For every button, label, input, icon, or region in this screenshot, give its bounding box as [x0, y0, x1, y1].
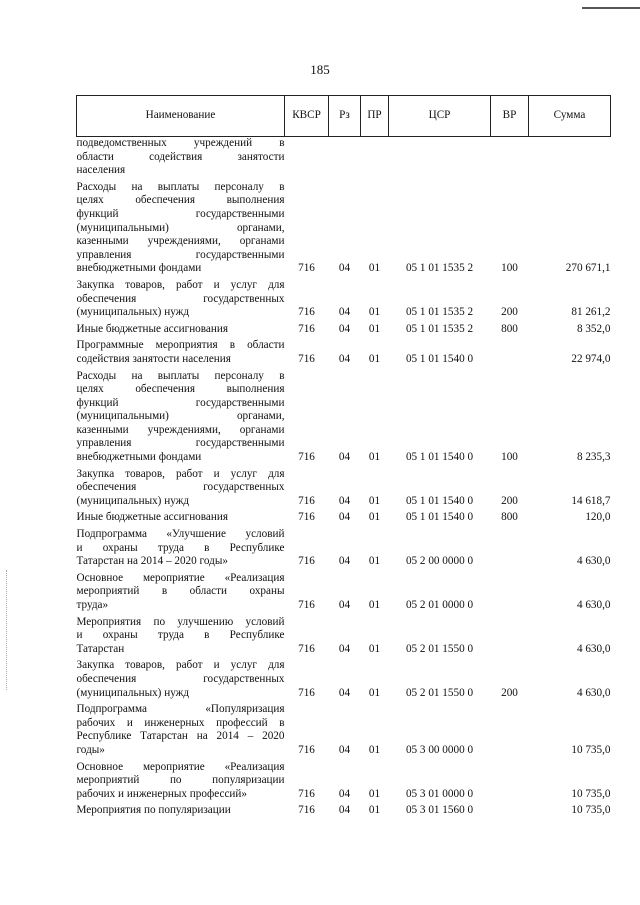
row-name-line: внебюджетными фондами	[76, 262, 202, 275]
row-pr: 01	[368, 686, 381, 699]
row-vr: 200	[501, 494, 518, 507]
row-rz: 04	[338, 322, 351, 335]
row-rz: 04	[338, 511, 351, 524]
row-name-line: целях обеспечения выполнения	[76, 194, 285, 207]
row-name	[77, 137, 285, 178]
row-name-line: годы»	[76, 743, 105, 756]
col-header-vr: ВР	[491, 96, 529, 137]
row-name-line: Основное мероприятие «Реализация	[76, 760, 285, 773]
row-name-line: Закупка товаров, работ и услуг для	[76, 467, 285, 480]
row-kvsr: 716	[298, 642, 315, 655]
row-vr	[491, 525, 529, 569]
row-csr	[389, 137, 491, 178]
row-csr: 05 1 01 1540 0	[405, 494, 474, 507]
row-rz	[329, 137, 361, 178]
row-name-line: Закупка товаров, работ и услуг для	[76, 278, 285, 291]
row-sum: 10 735,0	[571, 804, 611, 817]
row-name-line: Иные бюджетные ассигнования	[76, 511, 228, 524]
row-sum: 81 261,2	[571, 306, 611, 319]
scan-artifact-line	[582, 7, 640, 9]
row-pr: 01	[368, 642, 381, 655]
row-csr: 05 3 01 1560 0	[405, 804, 474, 817]
row-sum: 4 630,0	[576, 599, 611, 611]
table-row	[77, 137, 611, 178]
row-rz: 04	[338, 262, 351, 275]
row-name-line: содействия занятости населения	[76, 352, 231, 365]
row-kvsr: 716	[298, 494, 315, 507]
row-name-line: Мероприятия по популяризации	[76, 804, 231, 817]
row-sum: 270 671,1	[565, 262, 611, 275]
row-kvsr: 716	[298, 804, 315, 817]
row-vr: 200	[501, 306, 518, 319]
row-kvsr	[285, 137, 329, 178]
row-name	[77, 656, 285, 700]
row-name-line: Расходы на выплаты персоналу в	[76, 180, 285, 193]
col-header-kvsr: КВСР	[285, 96, 329, 137]
row-vr	[491, 137, 529, 178]
row-csr: 05 1 01 1535 2	[405, 306, 474, 319]
col-header-rz: Рз	[329, 96, 361, 137]
table-row	[77, 320, 611, 337]
table-row	[77, 276, 611, 320]
row-name-line: внебюджетными фондами	[76, 451, 202, 464]
row-sum: 4 630,0	[576, 686, 611, 699]
row-kvsr: 716	[298, 787, 315, 800]
row-name	[77, 569, 285, 613]
row-name-line: целях обеспечения выполнения	[76, 383, 285, 396]
scan-artifact-dots	[6, 570, 8, 690]
row-csr: 05 2 01 1550 0	[405, 642, 474, 655]
row-name-line: управления государственными	[76, 437, 285, 450]
table-row	[77, 508, 611, 525]
row-rz: 04	[338, 642, 351, 655]
row-csr: 05 3 01 0000 0	[405, 787, 474, 800]
row-sum	[529, 137, 611, 178]
row-rz: 04	[338, 306, 351, 319]
row-csr: 05 1 01 1540 0	[405, 451, 474, 464]
row-name-line: рабочих и инженерных профессий»	[76, 787, 247, 800]
row-name-line: труда»	[76, 599, 109, 611]
row-pr: 01	[368, 511, 381, 524]
row-name	[77, 367, 285, 465]
row-pr: 01	[368, 322, 381, 335]
row-name	[77, 508, 285, 525]
row-sum: 22 974,0	[571, 352, 611, 365]
row-name-line: рабочих и инженерных профессий в	[76, 716, 285, 729]
row-rz: 04	[338, 555, 351, 568]
row-name-line: обеспечения государственных	[76, 672, 285, 685]
row-name	[77, 700, 285, 757]
row-sum: 10 735,0	[571, 787, 611, 800]
row-name-line: мероприятий по популяризации	[76, 774, 285, 787]
col-header-csr: ЦСР	[389, 96, 491, 137]
row-pr: 01	[368, 787, 381, 800]
row-name-line: казенными учреждениями, органами	[76, 423, 285, 436]
row-name-line: мероприятий в области охраны	[76, 585, 285, 598]
row-vr	[491, 801, 529, 818]
page-number: 185	[310, 62, 330, 77]
row-vr: 100	[501, 262, 518, 275]
row-csr: 05 1 01 1535 2	[405, 322, 474, 335]
row-vr	[491, 758, 529, 802]
row-kvsr: 716	[298, 555, 315, 568]
table-row	[77, 367, 611, 465]
row-sum: 4 630,0	[576, 555, 611, 568]
col-header-sum: Сумма	[529, 96, 611, 137]
table-row	[77, 700, 611, 757]
row-name-line: (муниципальных) нужд	[76, 306, 190, 319]
row-kvsr: 716	[298, 262, 315, 275]
row-vr	[491, 700, 529, 757]
row-kvsr: 716	[298, 743, 315, 756]
row-pr: 01	[368, 555, 381, 568]
row-sum: 8 235,3	[576, 451, 611, 464]
row-rz: 04	[338, 352, 351, 365]
row-name	[77, 613, 285, 657]
row-name	[77, 758, 285, 802]
row-pr: 01	[368, 494, 381, 507]
row-pr: 01	[368, 306, 381, 319]
row-name-line: Основное мероприятие «Реализация	[76, 571, 285, 584]
row-pr: 01	[368, 262, 381, 275]
row-name-line: (муниципальных) нужд	[76, 686, 190, 699]
row-csr: 05 2 01 0000 0	[405, 599, 474, 611]
row-sum: 10 735,0	[571, 743, 611, 756]
row-pr: 01	[368, 743, 381, 756]
row-rz: 04	[338, 599, 351, 611]
row-name	[77, 801, 285, 818]
row-kvsr: 716	[298, 599, 315, 611]
row-name-line: Республике Татарстан на 2014 – 2020	[76, 730, 285, 743]
row-name-line: казенными учреждениями, органами	[76, 235, 285, 248]
row-csr: 05 2 01 1550 0	[405, 686, 474, 699]
row-pr	[361, 137, 389, 178]
row-name-line: Подпрограмма «Популяризация	[76, 703, 285, 716]
row-rz: 04	[338, 787, 351, 800]
col-header-name: Наименование	[77, 96, 285, 137]
row-name-line: и охраны труда в Республике	[76, 541, 285, 554]
col-header-pr: ПР	[361, 96, 389, 137]
row-vr	[491, 613, 529, 657]
table-row	[77, 758, 611, 802]
row-kvsr: 716	[298, 686, 315, 699]
row-name-line: Татарстан на 2014 – 2020 годы»	[76, 555, 228, 568]
row-name-line: (муниципальных) нужд	[76, 494, 190, 507]
row-name	[77, 178, 285, 276]
row-name-line: области содействия занятости	[76, 150, 285, 163]
row-name-line: (муниципальными) органами,	[76, 410, 285, 423]
row-vr: 800	[501, 511, 518, 524]
row-name	[77, 276, 285, 320]
row-sum: 14 618,7	[571, 494, 611, 507]
row-csr: 05 1 01 1540 0	[405, 352, 474, 365]
table-row	[77, 569, 611, 613]
row-rz: 04	[338, 451, 351, 464]
row-pr: 01	[368, 599, 381, 611]
row-kvsr: 716	[298, 352, 315, 365]
row-name-line: населения	[76, 164, 126, 177]
row-sum: 4 630,0	[576, 642, 611, 655]
row-name-line: Иные бюджетные ассигнования	[76, 322, 228, 335]
row-sum: 8 352,0	[576, 322, 611, 335]
row-csr: 05 1 01 1535 2	[405, 262, 474, 275]
row-name-line: и охраны труда в Республике	[76, 629, 285, 642]
table-row	[77, 178, 611, 276]
row-name-line: Мероприятия по улучшению условий	[76, 615, 285, 628]
table-row	[77, 525, 611, 569]
row-name-line: подведомственных учреждений в	[76, 137, 285, 149]
table-body	[77, 137, 611, 818]
row-vr	[491, 336, 529, 366]
row-csr: 05 3 00 0000 0	[405, 743, 474, 756]
row-csr: 05 2 00 0000 0	[405, 555, 474, 568]
row-name-line: (муниципальными) органами,	[76, 221, 285, 234]
table-row	[77, 613, 611, 657]
row-name-line: Закупка товаров, работ и услуг для	[76, 659, 285, 672]
row-name-line: обеспечения государственных	[76, 481, 285, 494]
row-name	[77, 336, 285, 366]
row-name-line: Татарстан	[76, 642, 125, 655]
row-name	[77, 320, 285, 337]
row-vr: 800	[501, 322, 518, 335]
row-name-line: Подпрограмма «Улучшение условий	[76, 528, 285, 541]
row-kvsr: 716	[298, 451, 315, 464]
row-pr: 01	[368, 451, 381, 464]
row-name-line: функций государственными	[76, 396, 285, 409]
table-row	[77, 656, 611, 700]
row-rz: 04	[338, 743, 351, 756]
row-rz: 04	[338, 686, 351, 699]
row-csr: 05 1 01 1540 0	[405, 511, 474, 524]
row-sum: 120,0	[585, 511, 611, 524]
table-row	[77, 801, 611, 818]
row-vr: 200	[501, 686, 518, 699]
row-name-line: Расходы на выплаты персоналу в	[76, 369, 285, 382]
row-pr: 01	[368, 804, 381, 817]
row-vr: 100	[501, 451, 518, 464]
row-name-line: обеспечения государственных	[76, 292, 285, 305]
table-row	[77, 336, 611, 366]
row-name-line: функций государственными	[76, 207, 285, 220]
table-row	[77, 465, 611, 509]
budget-table	[76, 95, 611, 818]
row-name-line: управления государственными	[76, 248, 285, 261]
row-rz: 04	[338, 494, 351, 507]
row-rz: 04	[338, 804, 351, 817]
row-name	[77, 525, 285, 569]
row-name-line: Программные мероприятия в области	[76, 339, 285, 352]
row-pr: 01	[368, 352, 381, 365]
row-name	[77, 465, 285, 509]
row-kvsr: 716	[298, 322, 315, 335]
row-kvsr: 716	[298, 306, 315, 319]
table-header	[77, 96, 611, 137]
row-kvsr: 716	[298, 511, 315, 524]
row-vr	[491, 569, 529, 613]
